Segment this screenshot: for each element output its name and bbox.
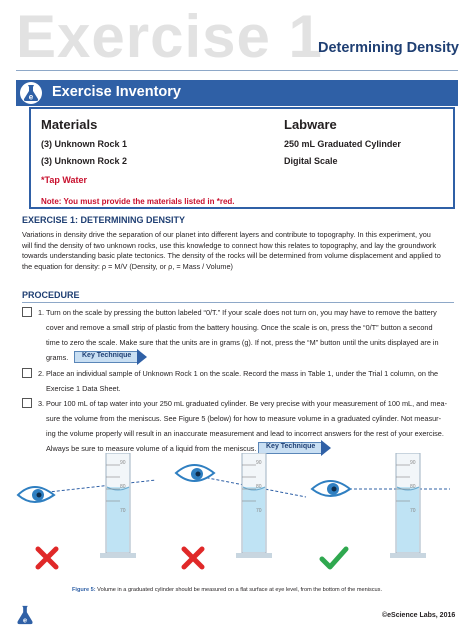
figure-5-illustration	[16, 453, 458, 579]
cylinder-tick-label: 70	[256, 508, 262, 514]
key-technique-label: Key Technique	[266, 443, 316, 450]
cylinder-tick-label: 90	[120, 460, 126, 466]
step-line: time to zero the scale. Make sure that the units are in grams (g). If not, press the “M” button until the units displayed are in	[46, 338, 439, 347]
labware-heading: Labware	[284, 117, 337, 132]
step-line: Place an individual sample of Unknown Rock 1 on the scale. Record the mass in Table 1, under the Trial 1 column, on the	[46, 369, 439, 378]
step-number: 1.	[38, 308, 45, 317]
step-line: Always be sure to measure volume of a liquid from the meniscus.	[46, 444, 257, 453]
exercise-heading: EXERCISE 1: DETERMINING DENSITY	[22, 215, 186, 225]
eye-icon	[18, 487, 54, 502]
water-fill	[107, 487, 129, 552]
figure-panel-2	[176, 453, 306, 567]
step-line: cover and remove a small strip of plastic from the battery housing. Once the scale is on, press the “0/T” button a second	[46, 323, 433, 332]
flask-logo-icon	[19, 81, 43, 105]
procedure-heading: PROCEDURE	[22, 290, 80, 300]
graduated-cylinder-icon	[236, 453, 272, 558]
step-checkbox[interactable]	[22, 307, 32, 317]
cylinder-tick-label: 70	[120, 508, 126, 514]
section-divider	[22, 302, 454, 303]
arrow-right-icon	[137, 349, 147, 365]
material-item: (3) Unknown Rock 2	[41, 156, 128, 166]
step-line: Pour 100 mL of tap water into your 250 mL graduated cylinder. Be very precise with your measurement of 100 mL, and mea-	[46, 399, 447, 408]
svg-text:e: e	[22, 615, 28, 625]
labware-item: 250 mL Graduated Cylinder	[284, 139, 401, 149]
cylinder-tick-label: 90	[410, 460, 416, 466]
step-line: grams.	[46, 353, 69, 362]
step-line: sure the volume from the meniscus. See Figure 5 (below) for how to measure volume in a graduated cylinder. Not measur-	[46, 414, 442, 423]
flask-logo-icon	[14, 604, 36, 626]
cylinder-tick-label: 70	[410, 508, 416, 514]
inventory-note: Note: You must provide the materials listed in *red.	[41, 197, 235, 206]
intro-line: Variations in density drive the separation of our planet into different layers and contribute to topography. In this experiment, you	[22, 230, 431, 239]
page-header	[0, 0, 474, 72]
copyright-text: ©eScience Labs, 2016	[382, 612, 456, 619]
material-item: (3) Unknown Rock 1	[41, 139, 128, 149]
figure-caption-label: Figure 5:	[72, 587, 96, 593]
inventory-title: Exercise Inventory	[52, 84, 181, 100]
x-mark-icon	[38, 549, 56, 567]
cylinder-tick-label: 80	[256, 484, 262, 490]
key-technique-link[interactable]	[74, 351, 148, 363]
x-mark-icon	[184, 549, 202, 567]
eye-icon	[176, 465, 214, 481]
key-technique-label: Key Technique	[82, 352, 132, 359]
graduated-cylinder-icon	[390, 453, 426, 558]
material-item-required: *Tap Water	[41, 175, 88, 185]
cylinder-tick-label: 80	[120, 484, 126, 490]
cylinder-tick-label: 80	[410, 484, 416, 490]
step-number: 3.	[38, 399, 45, 408]
labware-item: Digital Scale	[284, 156, 338, 166]
inventory-box	[29, 107, 455, 209]
intro-line: the equation for density: ρ = M/V (Density, or ρ, = Mass / Volume)	[22, 261, 233, 271]
water-fill	[243, 487, 265, 552]
intro-line: towards understanding basic plate tectonics. The density of the rocks will be determined from volume displacement and applied to	[22, 251, 441, 260]
figure-panel-1	[18, 453, 156, 567]
figure-caption-text: Volume in a graduated cylinder should be measured on a flat surface at eye level, from the bottom of the meniscus.	[95, 587, 382, 593]
step-line: ing the volume properly will result in an inaccurate measurement and lead to incorrect answers for the rest of your exercise.	[46, 429, 444, 438]
step-checkbox[interactable]	[22, 368, 32, 378]
step-line: Turn on the scale by pressing the button labeled “0/T.” If your scale does not turn on, you may have to remove the battery	[46, 308, 437, 317]
graduated-cylinder-icon	[100, 453, 136, 558]
materials-heading: Materials	[41, 117, 98, 132]
step-checkbox[interactable]	[22, 398, 32, 408]
water-fill	[397, 487, 419, 552]
header-divider	[16, 70, 458, 71]
exercise-intro	[22, 230, 454, 272]
step-number: 2.	[38, 369, 45, 378]
cylinder-tick-label: 90	[256, 460, 262, 466]
figure-caption	[72, 587, 382, 593]
eye-icon	[312, 481, 350, 496]
step-line: Exercise 1 Data Sheet.	[46, 384, 121, 393]
intro-line: will find the density of two unknown rocks, use this knowledge to connect how this relates to topography, and lay the groundwork	[22, 240, 436, 250]
exercise-title-watermark: Exercise 1	[16, 3, 323, 70]
inventory-banner	[16, 80, 458, 106]
exercise-subtitle: Determining Density	[318, 40, 459, 56]
figure-panel-3	[312, 453, 450, 567]
check-mark-icon	[322, 549, 346, 567]
svg-text:e: e	[28, 92, 34, 102]
